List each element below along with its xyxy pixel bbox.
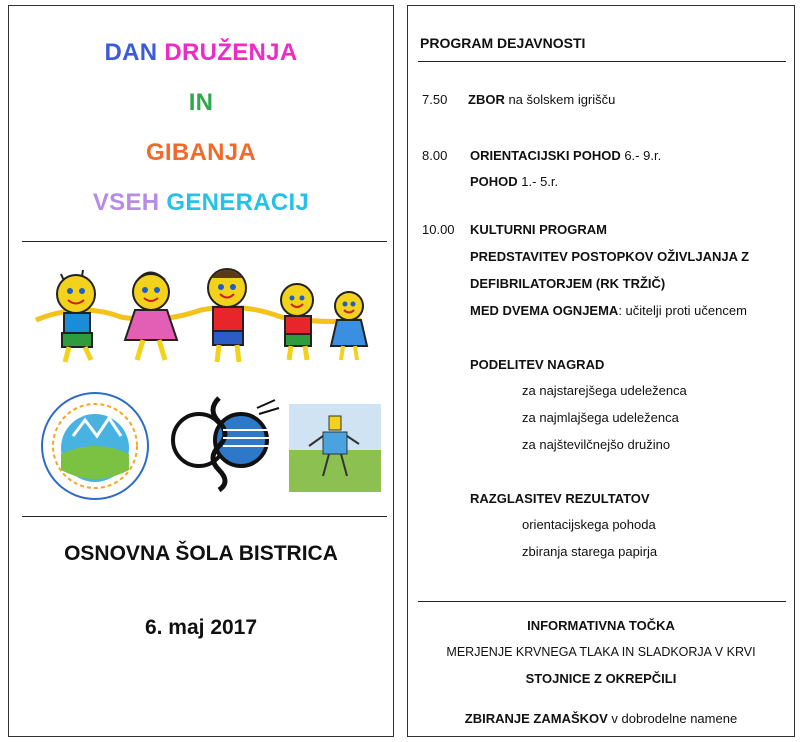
item-dodgeball [470, 303, 747, 318]
item-orientation-rest: 6.- 9.r. [620, 148, 662, 163]
divider [418, 61, 786, 62]
item-dodgeball-rest: : učitelji proti učencem [618, 303, 747, 318]
result-item: zbiranja starega papirja [522, 544, 658, 559]
awards-header: PODELITEV NAGRAD [470, 357, 605, 372]
title-word-vseh: VSEH [92, 189, 160, 216]
divider [22, 516, 387, 517]
title-word-dan: DAN [104, 39, 158, 66]
school-logo [159, 386, 283, 498]
title-word-druzenja: DRUŽENJA [164, 39, 298, 66]
title-word-gibanja: GIBANJA [145, 139, 257, 166]
item-orientation-bold: ORIENTACIJSKI POHOD [470, 148, 621, 163]
title-line-3 [9, 139, 393, 167]
title-line-2 [9, 89, 393, 117]
right-panel [407, 5, 795, 737]
children-illustration [31, 262, 371, 370]
title-line-1 [9, 39, 393, 67]
time-800: 8.00 [422, 148, 448, 163]
time-750: 7.50 [422, 92, 448, 107]
program-header: PROGRAM DEJAVNOSTI [420, 35, 586, 51]
title-line-4 [9, 189, 393, 217]
item-defib-2: DEFIBRILATORJEM (RK TRŽIČ) [470, 276, 666, 291]
item-zbor-rest: na šolskem igrišču [504, 92, 616, 107]
item-zbor [468, 92, 615, 107]
info-header: INFORMATIVNA TOČKA [527, 618, 675, 633]
mascot-picture [289, 404, 381, 492]
left-panel [8, 5, 394, 737]
event-date: 6. maj 2017 [144, 616, 258, 639]
divider [22, 241, 387, 242]
award-item: za najštevilčnejšo družino [522, 437, 671, 452]
time-1000: 10.00 [422, 222, 455, 237]
item-defib-1: PREDSTAVITEV POSTOPKOV OŽIVLJANJA Z [470, 249, 750, 264]
item-pohod-bold: POHOD [470, 174, 518, 189]
school-name: OSNOVNA ŠOLA BISTRICA [64, 542, 338, 565]
title-word-in: IN [188, 89, 214, 116]
item-culture: KULTURNI PROGRAM [470, 222, 607, 237]
item-pohod [470, 174, 558, 189]
results-header: RAZGLASITEV REZULTATOV [470, 491, 650, 506]
caps-bold: ZBIRANJE ZAMAŠKOV [464, 711, 608, 726]
divider [418, 601, 786, 602]
sport-spas-logo [39, 390, 151, 502]
stalls-line: STOJNICE Z OKREPČILI [525, 671, 677, 686]
award-item: za najstarejšega udeleženca [522, 383, 687, 398]
caps-line [408, 711, 794, 726]
title-word-generacij: GENERACIJ [166, 189, 310, 216]
award-item: za najmlajšega udeleženca [522, 410, 679, 425]
item-dodgeball-bold: MED DVEMA OGNJEMA [470, 303, 619, 318]
item-pohod-rest: 1.- 5.r. [517, 174, 559, 189]
caps-rest: v dobrodelne namene [607, 711, 738, 726]
info-line: MERJENJE KRVNEGA TLAKA IN SLADKORJA V KRVI [446, 645, 756, 659]
item-zbor-bold: ZBOR [468, 92, 505, 107]
item-orientation [470, 148, 661, 163]
result-item: orientacijskega pohoda [522, 517, 656, 532]
